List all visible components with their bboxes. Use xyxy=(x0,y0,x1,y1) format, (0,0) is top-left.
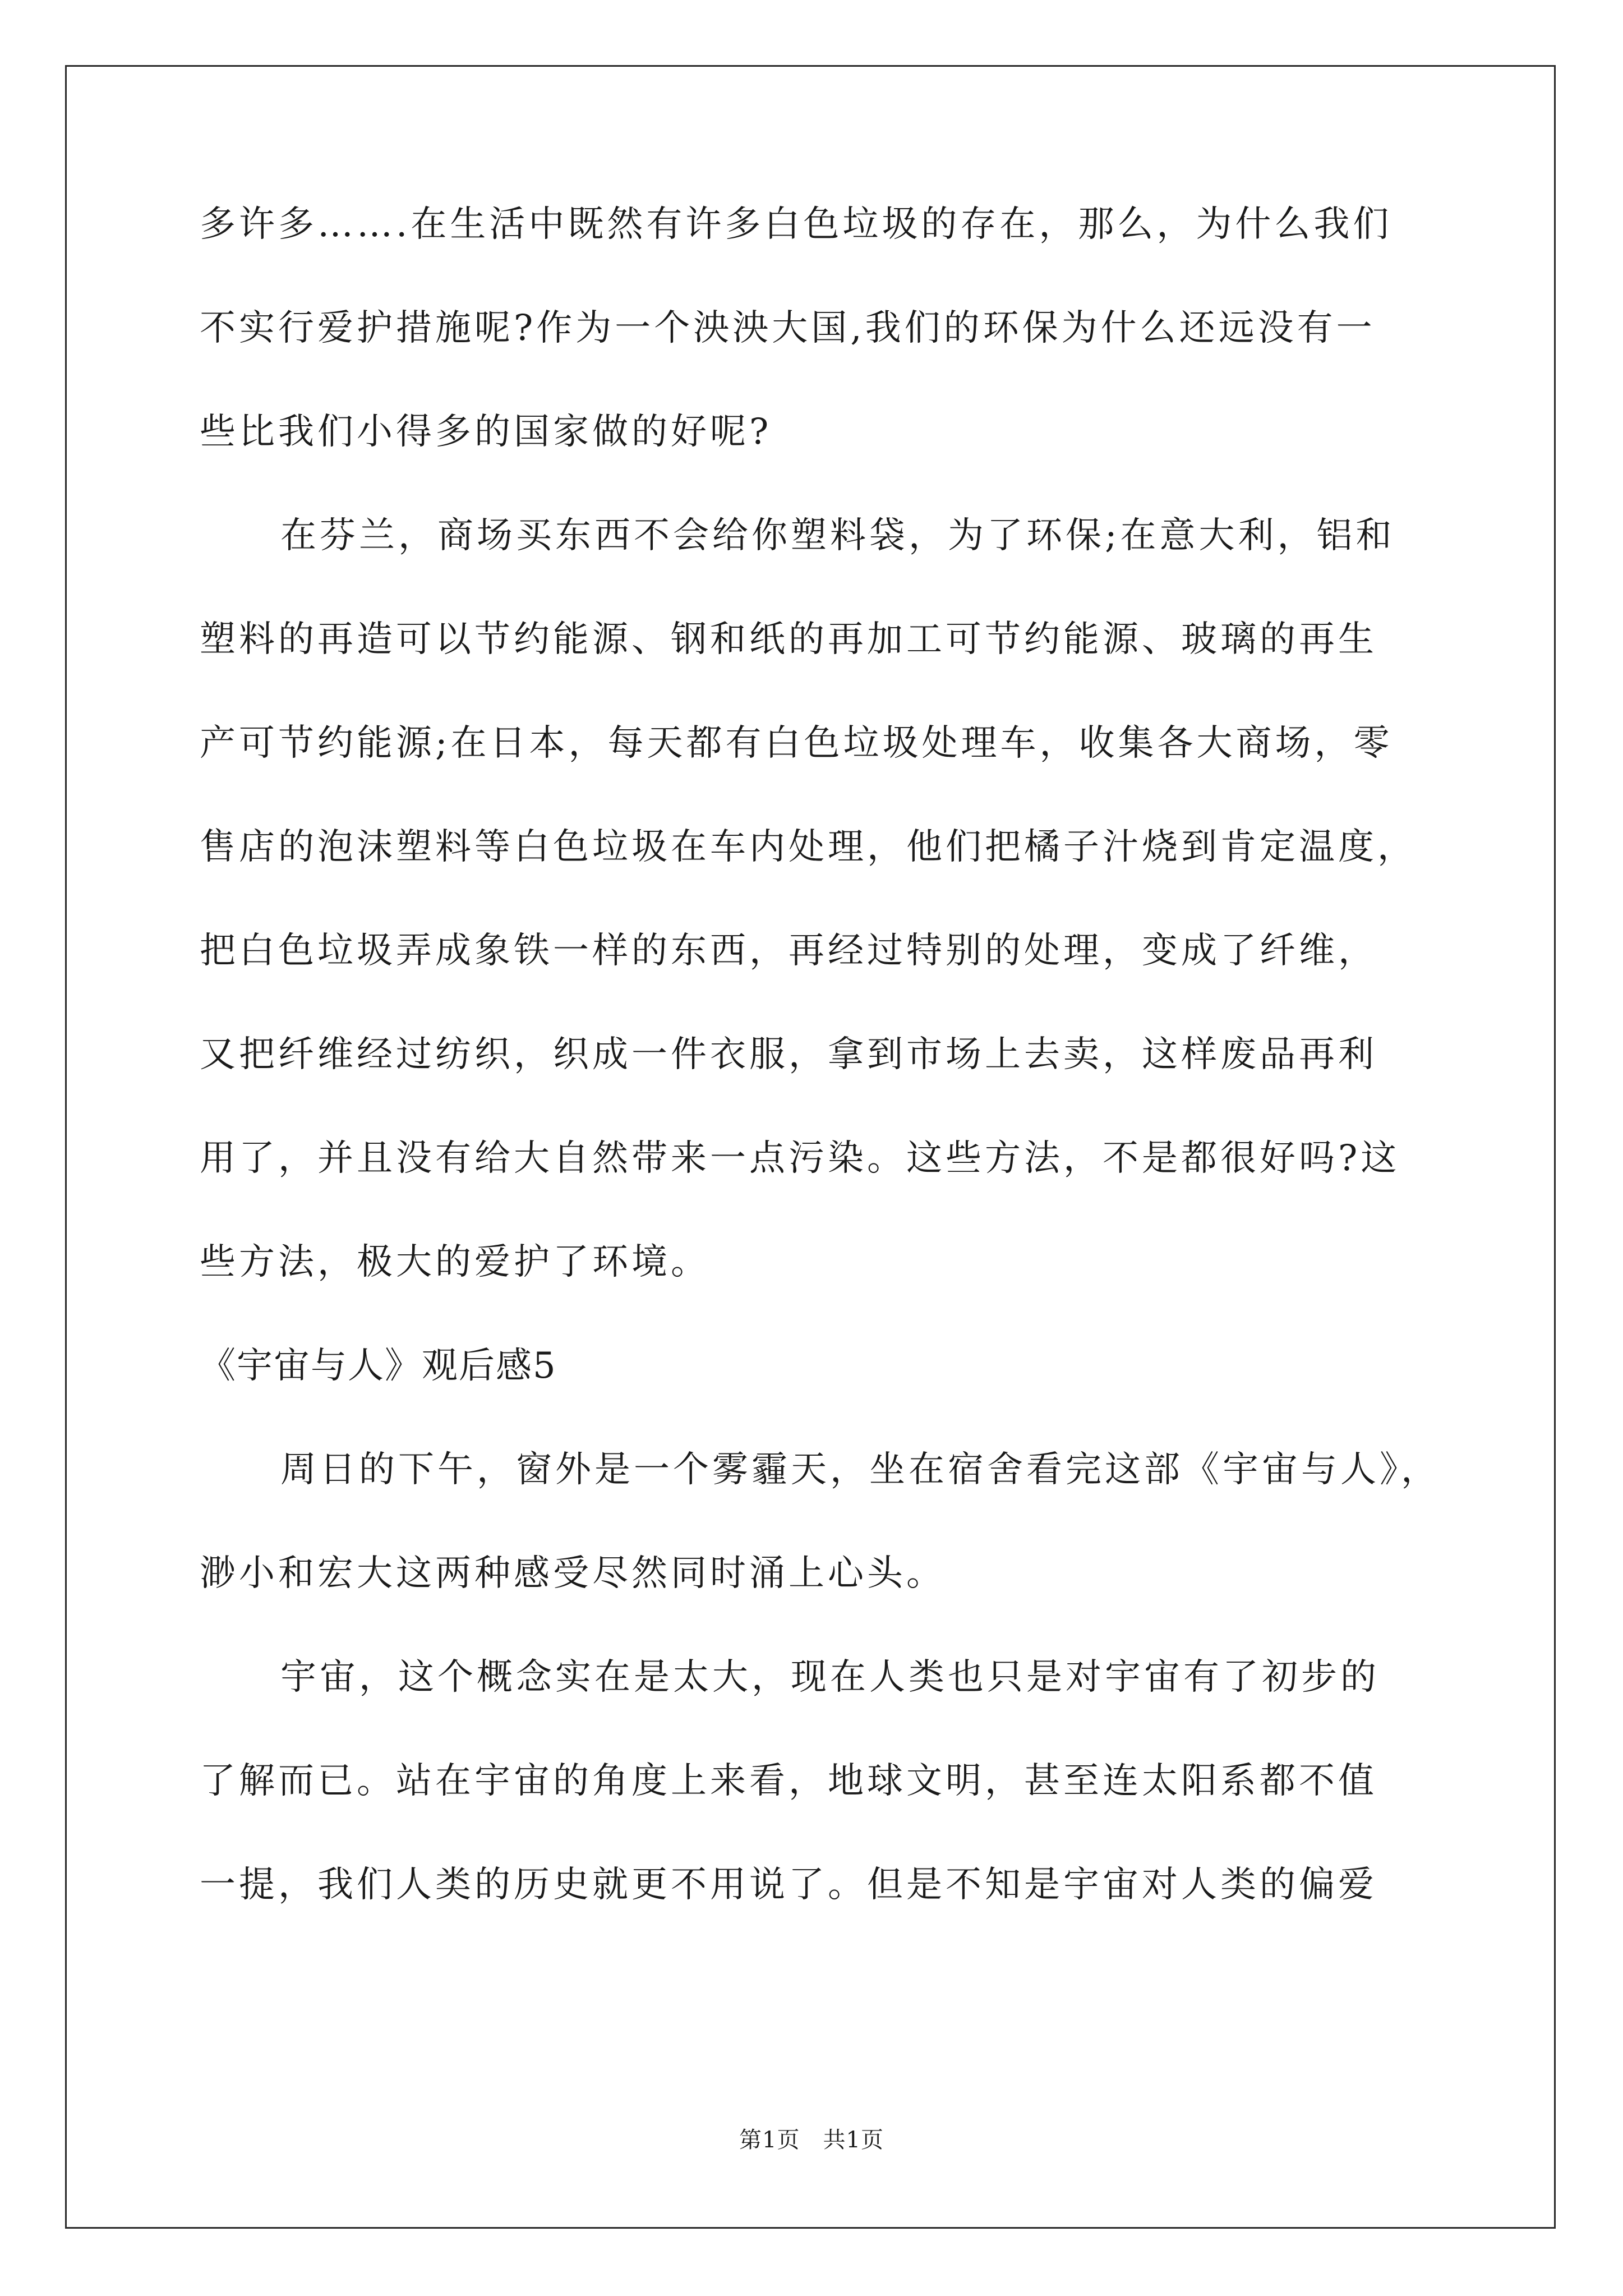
text-line: 些方法，极大的爱护了环境。 xyxy=(200,1241,710,1283)
text-line: 售店的泡沫塑料等白色垃圾在车内处理，他们把橘子汁烧到肯定温度， xyxy=(200,826,1417,868)
text-line: 了解而已。站在宇宙的角度上来看，地球文明，甚至连太阳系都不值 xyxy=(200,1760,1377,1802)
text-line: 些比我们小得多的国家做的好呢? xyxy=(200,411,772,453)
page-number: 第1页 共1页 xyxy=(739,2127,884,2153)
text-line: 塑料的再造可以节约能源、钢和纸的再加工可节约能源、玻璃的再生 xyxy=(200,619,1377,660)
text-line: 把白色垃圾弄成象铁一样的东西，再经过特别的处理，变成了纤维， xyxy=(200,930,1377,972)
paragraph-first-line: 宇宙，这个概念实在是太大，现在人类也只是对宇宙有了初步的 xyxy=(280,1657,1380,1698)
text-line: 产可节约能源;在日本，每天都有白色垃圾处理车，收集各大商场，零 xyxy=(200,723,1393,764)
text-line: 一提，我们人类的历史就更不用说了。但是不知是宇宙对人类的偏爱 xyxy=(200,1864,1377,1906)
section-heading: 《宇宙与人》观后感5 xyxy=(200,1345,557,1387)
paragraph-first-line: 周日的下午，窗外是一个雾霾天，坐在宿舍看完这部《宇宙与人》， xyxy=(280,1449,1440,1490)
paragraph-first-line: 在芬兰，商场买东西不会给你塑料袋，为了环保;在意大利，铝和 xyxy=(280,515,1395,556)
text-line: 多许多…….在生活中既然有许多白色垃圾的存在，那么，为什么我们 xyxy=(200,204,1393,245)
text-line: 用了，并且没有给大自然带来一点污染。这些方法，不是都很好吗?这 xyxy=(200,1138,1400,1179)
text-line: 又把纤维经过纺织，织成一件衣服，拿到市场上去卖，这样废品再利 xyxy=(200,1034,1377,1075)
text-line: 不实行爱护措施呢?作为一个泱泱大国,我们的环保为什么还远没有一 xyxy=(200,307,1376,349)
text-line: 渺小和宏大这两种感受尽然同时涌上心头。 xyxy=(200,1553,946,1594)
